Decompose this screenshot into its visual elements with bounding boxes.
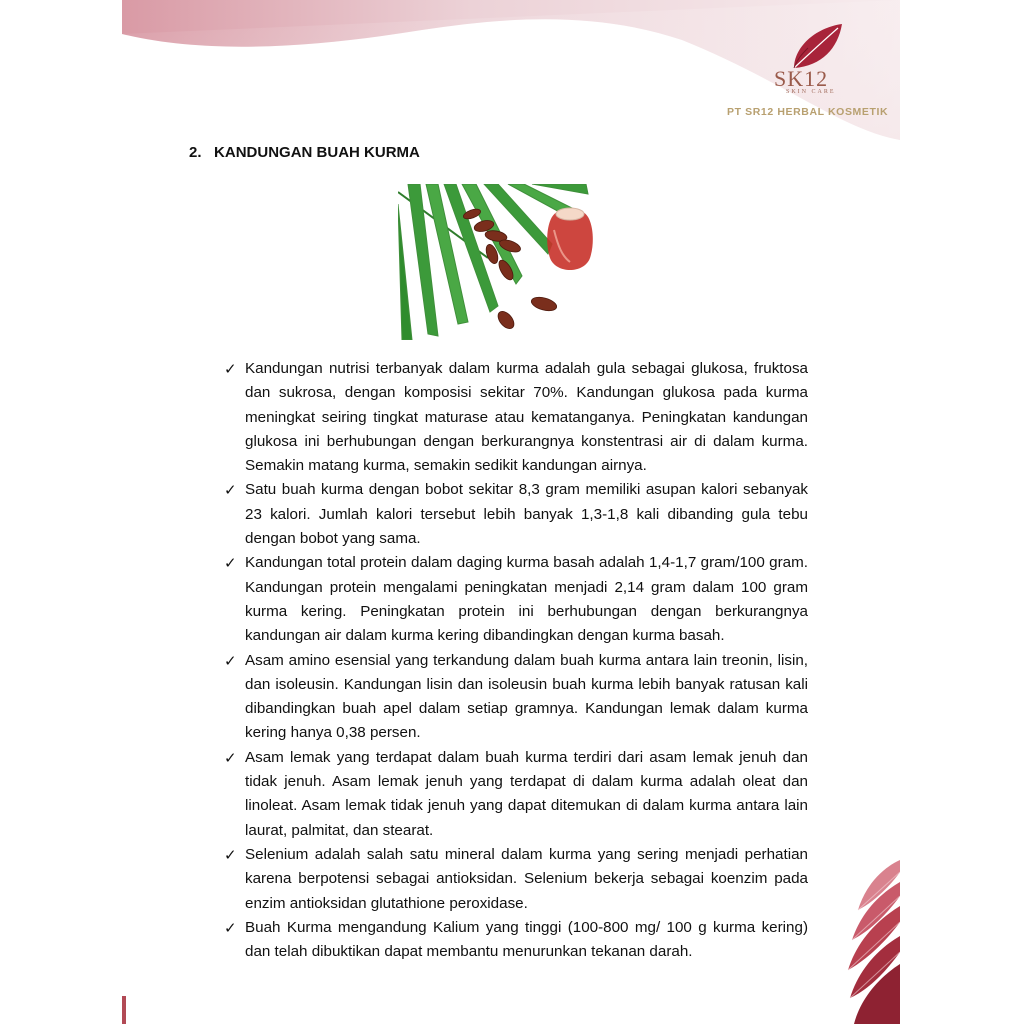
list-item [220, 649, 808, 746]
list-item [220, 551, 808, 648]
logo-subtext: SKIN CARE [786, 89, 836, 95]
list-item [220, 916, 808, 965]
content-list [220, 357, 808, 964]
check-icon: ✓ [224, 651, 237, 670]
list-item-text: Buah Kurma mengandung Kalium yang tinggi (100-800 mg/ 100 g kurma kering) dan telah dibuktikan dapat membantu menurunkan tekanan darah. [245, 918, 808, 961]
pink-leaf-decoration-icon [818, 852, 900, 1024]
section-title [189, 144, 420, 161]
section-title-text: KANDUNGAN BUAH KURMA [214, 144, 420, 161]
list-item-text: Selenium adalah salah satu mineral dalam kurma yang sering menjadi perhatian karena berpotensi sebagai antioksidan. Selenium bekerja sebagai koenzim pada enzim antioksidan glutathione peroxidase. [245, 845, 808, 912]
check-icon: ✓ [224, 748, 237, 767]
check-icon: ✓ [224, 845, 237, 864]
list-item [220, 478, 808, 551]
document-page [122, 0, 900, 1024]
list-item-text: Satu buah kurma dengan bobot sekitar 8,3 gram memiliki asupan kalori sebanyak 23 kalori. Jumlah kalori tersebut lebih banyak 1,3-1,8 kali dibanding gula tebu dengan bobot yang sama. [245, 481, 808, 548]
list-item-text: Kandungan nutrisi terbanyak dalam kurma adalah gula sebagai glukosa, fruktosa dan sukrosa, dengan komposisi sekitar 70%. Kandungan glukosa pada kurma meningkat seiring tingkat maturase atau kematanganya. Peningkatan kandungan glukosa ini berhubungan dengan berkurangnya konstentrasi air di dalam kurma. Semakin matang kurma, semakin sedikit kandungan airnya. [245, 360, 808, 475]
list-item-text: Asam amino esensial yang terkandung dalam buah kurma antara lain treonin, lisin, dan isoleusin. Kandungan lisin dan isoleusin buah kurma lebih banyak ratusan kali dibandingkan buah apel dalam setiap gramnya. Kandungan lemak dalam kurma kering hanya 0,38 persen. [245, 651, 808, 742]
list-item [220, 357, 808, 478]
logo-text: SK12 [774, 66, 829, 91]
list-item [220, 843, 808, 916]
list-item-text: Kandungan total protein dalam daging kurma basah adalah 1,4-1,7 gram/100 gram. Kandungan protein mengalami peningkatan menjadi 2,14 gram dalam 100 gram kurma kering. Peningkatan protein ini berhubungan dengan berkurangnya kandungan air dalam kurma kering dibandingkan dengan kurma basah. [245, 554, 808, 645]
list-item [220, 746, 808, 843]
check-icon: ✓ [224, 554, 237, 573]
section-number: 2. [189, 144, 202, 161]
company-name: PT SR12 HERBAL KOSMETIK [727, 106, 889, 118]
check-icon: ✓ [224, 481, 237, 500]
accent-bar [122, 996, 126, 1024]
dates-and-tea-photo [398, 184, 600, 340]
list-item-text: Asam lemak yang terdapat dalam buah kurma terdiri dari asam lemak jenuh dan tidak jenuh. Asam lemak jenuh yang terdapat di dalam kurma adalah oleat dan linoleat. Asam lemak tidak jenuh yang dapat ditemukan di dalam kurma antara lain laurat, palmitat, dan stearat. [245, 748, 808, 839]
check-icon: ✓ [224, 918, 237, 937]
check-icon: ✓ [224, 360, 237, 378]
